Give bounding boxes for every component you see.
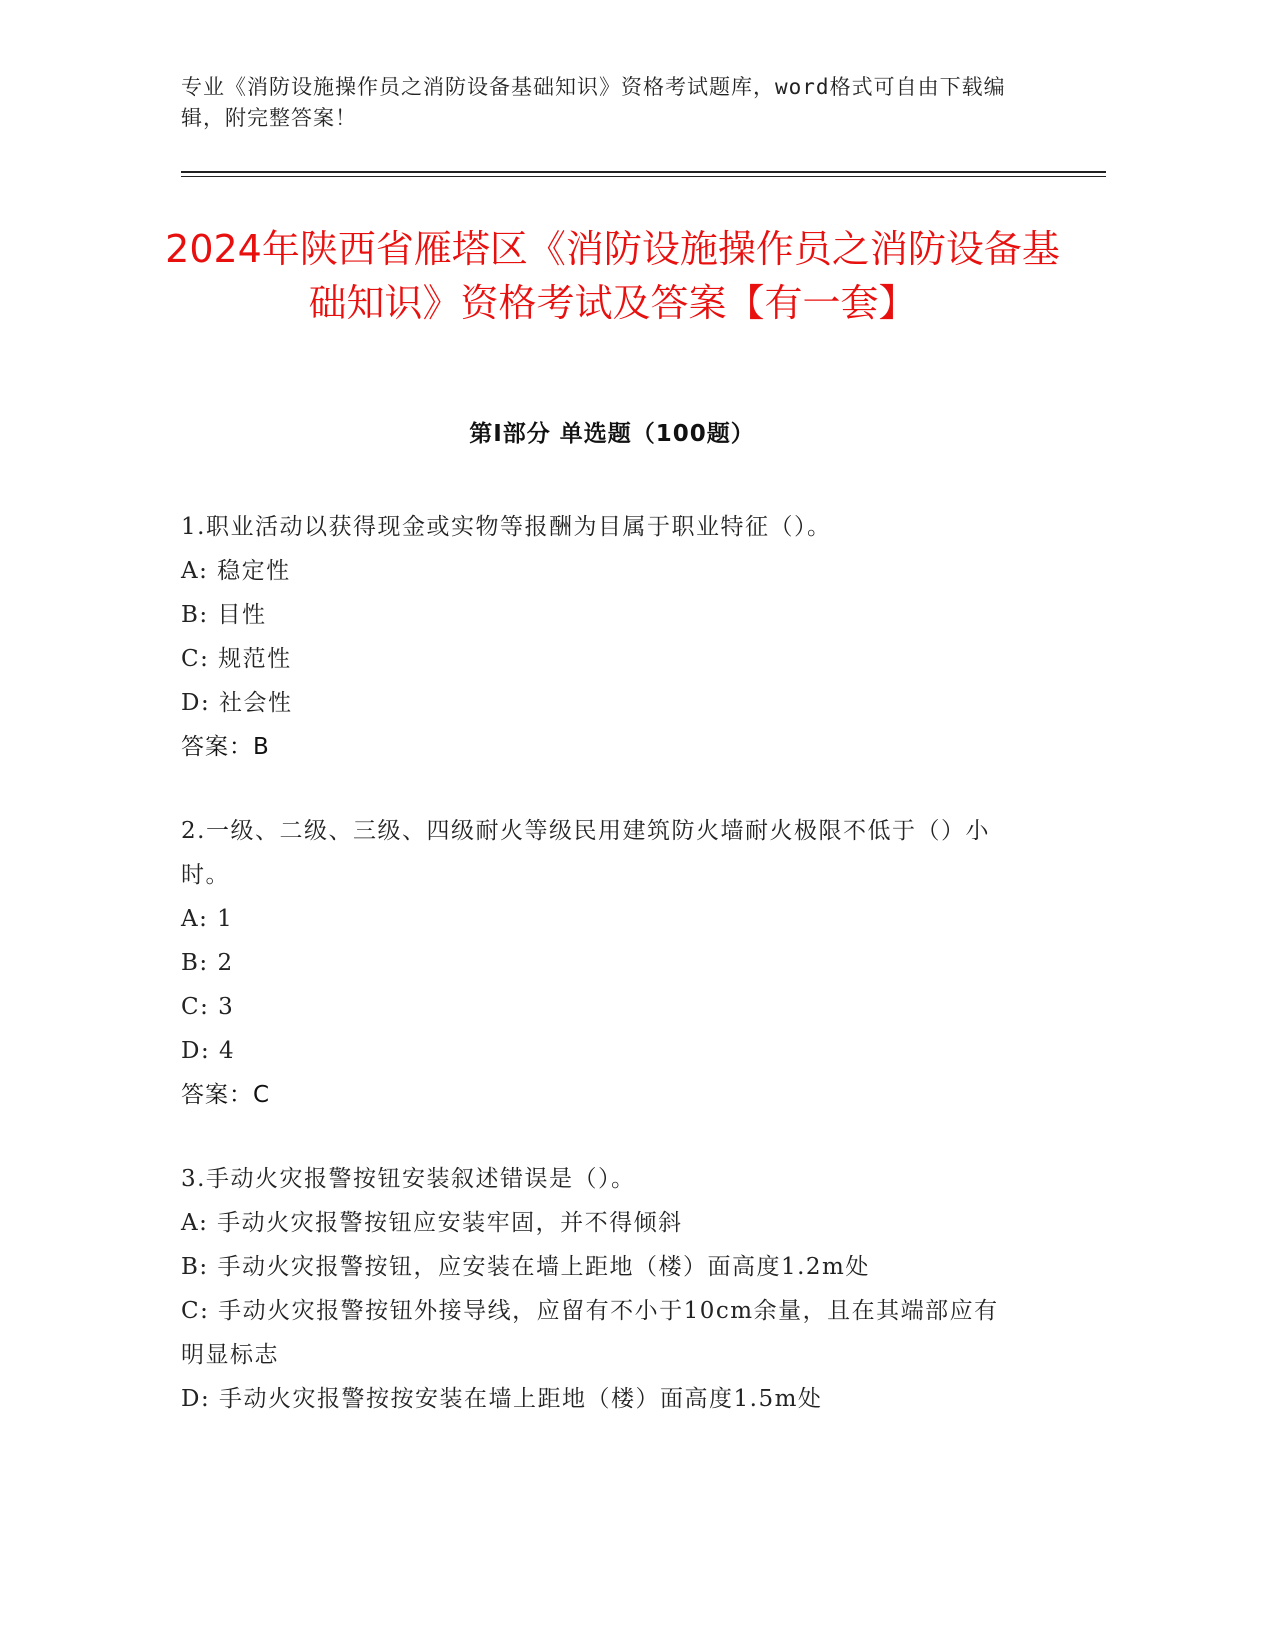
question-stem: 2.一级、二级、三级、四级耐火等级民用建筑防火墙耐火极限不低于（）小时。 [181, 818, 990, 888]
question-item [181, 1157, 1021, 1421]
option-d: D: 4 [181, 1038, 236, 1064]
question-item [181, 809, 1021, 1117]
question-stem: 1.职业活动以获得现金或实物等报酬为目属于职业特征（）。 [181, 514, 832, 540]
option-b: B: 目性 [181, 602, 267, 628]
option-c: C: 手动火灾报警按钮外接导线，应留有不小于10cm余量，且在其端部应有明显标志 [181, 1298, 999, 1368]
question-stem: 3.手动火灾报警按钮安装叙述错误是（）。 [181, 1166, 636, 1192]
section-heading: 第I部分 单选题（100题） [469, 421, 755, 447]
answer-line: 答案：B [181, 734, 270, 760]
header-divider-thick [181, 171, 1106, 173]
option-a: A: 稳定性 [181, 558, 291, 584]
option-d: D: 手动火灾报警按按安装在墙上距地（楼）面高度1.5m处 [181, 1386, 823, 1412]
option-c: C: 3 [181, 994, 235, 1020]
option-a: A: 1 [181, 906, 234, 932]
document-title: 2024年陕西省雁塔区《消防设施操作员之消防设备基础知识》资格考试及答案【有一套】 [165, 227, 1060, 325]
option-b: B: 手动火灾报警按钮，应安装在墙上距地（楼）面高度1.2m处 [181, 1254, 870, 1280]
document-header-note: 专业《消防设施操作员之消防设备基础知识》资格考试题库，word格式可自由下载编辑，附完整答案！ [181, 75, 1006, 130]
answer-line: 答案：C [181, 1082, 271, 1108]
question-list [181, 505, 1021, 1461]
header-divider-thin [181, 176, 1106, 177]
option-c: C: 规范性 [181, 646, 292, 672]
option-a: A: 手动火灾报警按钮应安装牢固，并不得倾斜 [181, 1210, 683, 1236]
option-d: D: 社会性 [181, 690, 293, 716]
question-item [181, 505, 1021, 769]
option-b: B: 2 [181, 950, 234, 976]
